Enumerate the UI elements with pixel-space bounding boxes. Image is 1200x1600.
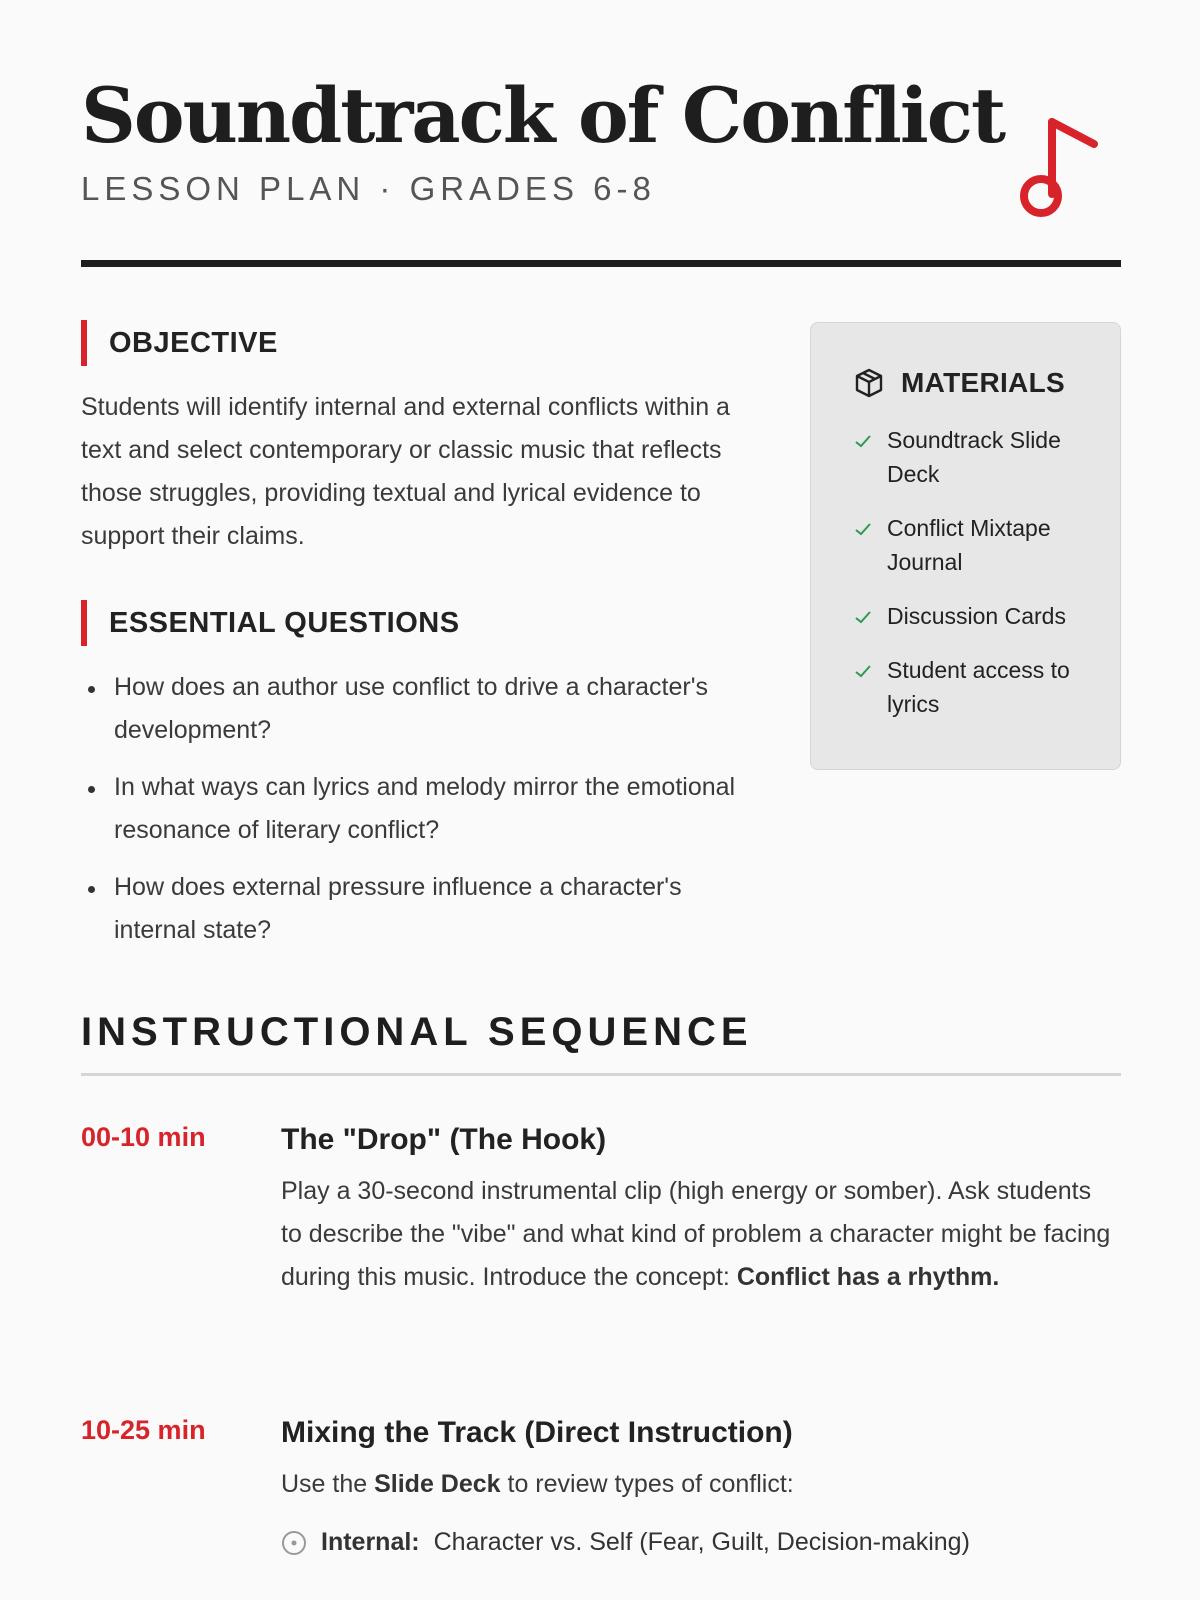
music-note-icon	[1020, 112, 1110, 222]
objective-heading	[81, 320, 278, 366]
step-time: 10-25 min	[81, 1415, 206, 1445]
list-item	[281, 1528, 1111, 1557]
check-icon	[853, 661, 873, 681]
box-icon	[853, 367, 885, 399]
sequence-step	[281, 1120, 1111, 1299]
check-icon	[853, 607, 873, 627]
heading-accent-bar	[81, 600, 87, 646]
step-body-text: to review types of conflict:	[500, 1470, 794, 1498]
sequence-divider	[81, 1073, 1121, 1076]
sequence-step	[281, 1413, 1111, 1557]
check-icon	[853, 431, 873, 451]
materials-item-label: Soundtrack Slide Deck	[887, 427, 1061, 487]
list-item: In what ways can lyrics and melody mirror the emotional resonance of literary conflict?	[81, 766, 761, 852]
header-divider	[81, 260, 1121, 267]
target-icon	[281, 1530, 307, 1556]
page-title: Soundtrack of Conflict	[81, 71, 1005, 160]
list-item	[853, 511, 1090, 579]
materials-card	[810, 322, 1121, 770]
materials-heading-label: MATERIALS	[901, 367, 1065, 398]
essential-questions-heading-label: ESSENTIAL QUESTIONS	[109, 606, 460, 639]
list-item: How does an author use conflict to drive a character's development?	[81, 666, 761, 752]
step-body-emphasis: Conflict has a rhythm.	[736, 1263, 1000, 1291]
step-time: 00-10 min	[81, 1122, 206, 1152]
list-item	[853, 599, 1090, 633]
step-title: The "Drop" (The Hook)	[281, 1123, 607, 1156]
materials-item-label: Discussion Cards	[887, 603, 1066, 629]
objective-text: Students will identify internal and external conflicts within a text and select contemporary or classic music that reflects those struggles, providing textual and lyrical evidence to support their claims.	[81, 393, 730, 550]
page-header	[81, 71, 1121, 208]
step-body	[281, 1463, 1111, 1506]
step-body-text: Play a 30-second instrumental clip (high energy or somber). Ask students to describe the "vibe" and what kind of problem a character might be facing during this music. Introduce the concept:	[281, 1177, 1111, 1291]
page-subtitle: LESSON PLAN · GRADES 6-8	[81, 170, 656, 207]
conflict-kind: Internal:	[321, 1528, 420, 1556]
objective-heading-label: OBJECTIVE	[109, 326, 278, 359]
list-item	[853, 653, 1090, 721]
step-body-text: Use the	[281, 1470, 375, 1498]
conflict-description: Character vs. Self (Fear, Guilt, Decision-making)	[433, 1528, 970, 1556]
step-body-emphasis: Slide Deck	[374, 1470, 501, 1498]
list-item: How does external pressure influence a character's internal state?	[81, 866, 761, 952]
materials-item-label: Conflict Mixtape Journal	[887, 515, 1051, 575]
step-title: Mixing the Track (Direct Instruction)	[281, 1416, 793, 1449]
check-icon	[853, 519, 873, 539]
essential-questions-list	[81, 666, 761, 966]
step-body	[281, 1170, 1111, 1299]
materials-heading	[853, 367, 1090, 399]
essential-questions-heading	[81, 600, 460, 646]
heading-accent-bar	[81, 320, 87, 366]
sequence-heading: INSTRUCTIONAL SEQUENCE	[81, 1010, 753, 1054]
list-item	[853, 423, 1090, 491]
materials-item-label: Student access to lyrics	[887, 657, 1070, 717]
